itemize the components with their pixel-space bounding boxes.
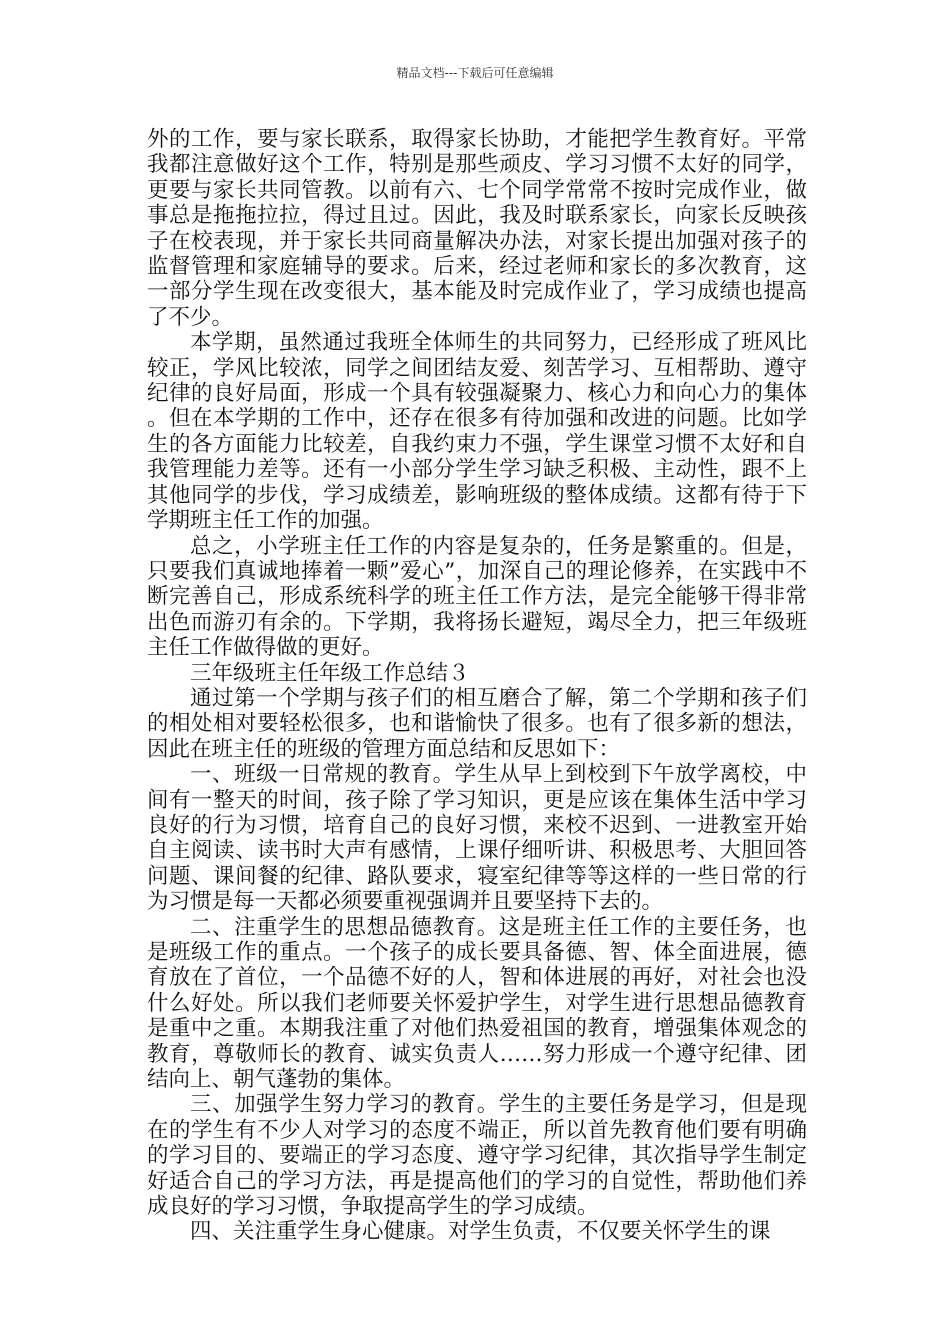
- paragraph-6: 二、注重学生的思想品德教育。这是班主任工作的主要任务，也是班级工作的重点。一个孩子的成长要具备德、智、体全面进展，德育放在了首位，一个品德不好的人，智和体进展的再好，对社会也没什么好处。所以我们老师要关怀爱护学生，对学生进行思想品德教育是重中之重。本期我注重了对他们热爱祖国的教育，增强集体观念的教育，尊敬师长的教育、诚实负责人……努力形成一个遵守纪律、团结向上、朝气蓬勃的集体。: [147, 914, 807, 1093]
- paragraph-3: 总之，小学班主任工作的内容是复杂的，任务是繁重的。但是，只要我们真诚地捧着一颗”爱心”，加深自己的理论修养，在实践中不断完善自己，形成系统科学的班主任工作方法，是完全能够干得非常出色而游刃有余的。下学期，我将扬长避短，竭尽全力，把三年级班主任工作做得做的更好。: [147, 533, 807, 661]
- document-body: [147, 127, 807, 1245]
- section-heading: 三年级班主任年级工作总结３: [190, 660, 470, 686]
- paragraph-4: 通过第一个学期与孩子们的相互磨合了解，第二个学期和孩子们的相处相对要轻松很多，也和谐愉快了很多。也有了很多新的想法，因此在班主任的班级的管理方面总结和反思如下：: [147, 685, 807, 762]
- page-header: 精品文档---下载后可任意编辑: [396, 66, 554, 80]
- paragraph-5: 一、班级一日常规的教育。学生从早上到校到下午放学离校，中间有一整天的时间，孩子除了学习知识，更是应该在集体生活中学习良好的行为习惯，培育自己的良好习惯，来校不迟到、一进教室开始自主阅读、读书时大声有感情，上课仔细听讲、积极思考、大胆回答问题、课间餐的纪律、路队要求，寝室纪律等等这样的一些日常的行为习惯是每一天都必须要重视强调并且要坚持下去的。: [147, 762, 807, 915]
- paragraph-7: 三、加强学生努力学习的教育。学生的主要任务是学习，但是现在的学生有不少人对学习的态度不端正，所以首先教育他们要有明确的学习目的、要端正的学习态度、遵守学习纪律，其次指导学生制定好适合自己的学习方法，再是提高他们的学习的自觉性，帮助他们养成良好的学习习惯，争取提高学生的学习成绩。: [147, 1092, 807, 1220]
- paragraph-1: 外的工作，要与家长联系，取得家长协助，才能把学生教育好。平常我都注意做好这个工作，特别是那些顽皮、学习习惯不太好的同学，更要与家长共同管教。以前有六、七个同学常常不按时完成作业，做事总是拖拖拉拉，得过且过。因此，我及时联系家长，向家长反映孩子在校表现，并于家长共同商量解决办法，对家长提出加强对孩子的监督管理和家庭辅导的要求。后来，经过老师和家长的多次教育，这一部分学生现在改变很大，基本能及时完成作业了，学习成绩也提高了不少。: [147, 127, 807, 330]
- paragraph-8: 四、关注重学生身心健康。对学生负责，不仅要关怀学生的课: [190, 1219, 771, 1245]
- paragraph-2: 本学期，虽然通过我班全体师生的共同努力，已经形成了班风比较正，学风比较浓，同学之间团结友爱、刻苦学习、互相帮助、遵守纪律的良好局面，形成一个具有较强凝聚力、核心力和向心力的集体。但在本学期的工作中，还存在很多有待加强和改进的问题。比如学生的各方面能力比较差，自我约束力不强，学生课堂习惯不太好和自我管理能力差等。还有一小部分学生学习缺乏积极、主动性，跟不上其他同学的步伐，学习成绩差，影响班级的整体成绩。这都有待于下学期班主任工作的加强。: [147, 330, 807, 534]
